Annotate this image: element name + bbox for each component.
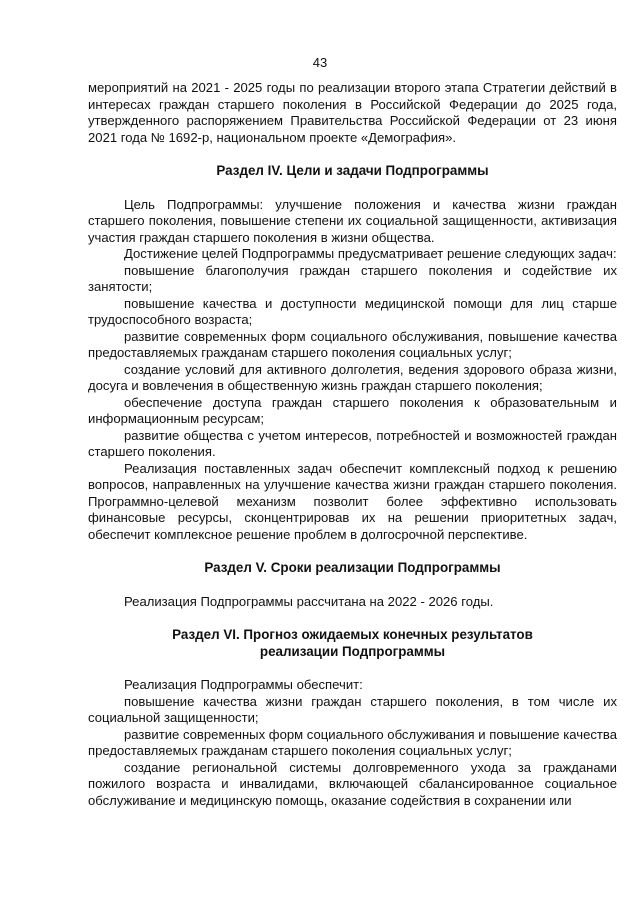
section-heading-6-line-1: Раздел VI. Прогноз ожидаемых конечных результатов bbox=[172, 627, 533, 642]
list-item: создание региональной системы долговременного ухода за гражданами пожилого возраста и инвалидами, включающей сбалансированное социальное обслуживание и медицинскую помощь, оказание содействия в сохранении или bbox=[88, 759, 617, 808]
paragraph: Реализация Подпрограммы обеспечит: bbox=[124, 677, 363, 692]
paragraph: Достижение целей Подпрограммы предусматривает решение следующих задач: bbox=[124, 246, 617, 261]
page-number: 43 bbox=[312, 55, 328, 70]
list-item: развитие современных форм социального обслуживания, повышение качества предоставляемых гражданам старшего поколения социальных услуг; bbox=[88, 328, 617, 360]
paragraph-intro: мероприятий на 2021 - 2025 годы по реализации второго этапа Стратегии действий в интересах граждан старшего поколения в Российской Федерации до 2025 года, утвержденного распоряжением Правительства Российской Федерации от 23 июня 2021 года № 1692-р, национальном проекте «Демография». bbox=[88, 80, 617, 145]
list-item: повышение благополучия граждан старшего поколения и содействие их занятости; bbox=[88, 262, 617, 294]
list-item: развитие современных форм социального обслуживания и повышение качества предоставляемых гражданам старшего поколения социальных услуг; bbox=[88, 726, 617, 758]
section-heading-4: Раздел IV. Цели и задачи Подпрограммы bbox=[216, 163, 489, 178]
list-item: повышение качества жизни граждан старшего поколения, в том числе их социальной защищенности; bbox=[88, 693, 617, 725]
paragraph: Цель Подпрограммы: улучшение положения и качества жизни граждан старшего поколения, повышение степени их социальной защищенности, активизация участия граждан старшего поколения в жизни общества. bbox=[88, 196, 617, 245]
list-item: развитие общества с учетом интересов, потребностей и возможностей граждан старшего поколения. bbox=[88, 427, 617, 459]
list-item: повышение качества и доступности медицинской помощи для лиц старше трудоспособного возраста; bbox=[88, 295, 617, 327]
section-heading-6-line-2: реализации Подпрограммы bbox=[259, 643, 446, 659]
paragraph: Реализация поставленных задач обеспечит комплексный подход к решению вопросов, направленных на улучшение качества жизни граждан старшего поколения. Программно-целевой механизм позволит более эффективно использовать финансовые ресурсы, сконцентрировав их на решении приоритетных задач, обеспечит комплексное решение проблем в долгосрочной перспективе. bbox=[88, 460, 617, 542]
paragraph: Реализация Подпрограммы рассчитана на 2022 - 2026 годы. bbox=[124, 593, 494, 609]
section-heading-5: Раздел V. Сроки реализации Подпрограммы bbox=[204, 560, 501, 575]
list-item: обеспечение доступа граждан старшего поколения к образовательным и информационным ресурсам; bbox=[88, 394, 617, 426]
document-body bbox=[88, 80, 617, 809]
section-heading-6 bbox=[88, 627, 617, 660]
list-item: создание условий для активного долголетия, ведения здорового образа жизни, досуга и вовлечения в общественную жизнь граждан старшего поколения; bbox=[88, 361, 617, 393]
